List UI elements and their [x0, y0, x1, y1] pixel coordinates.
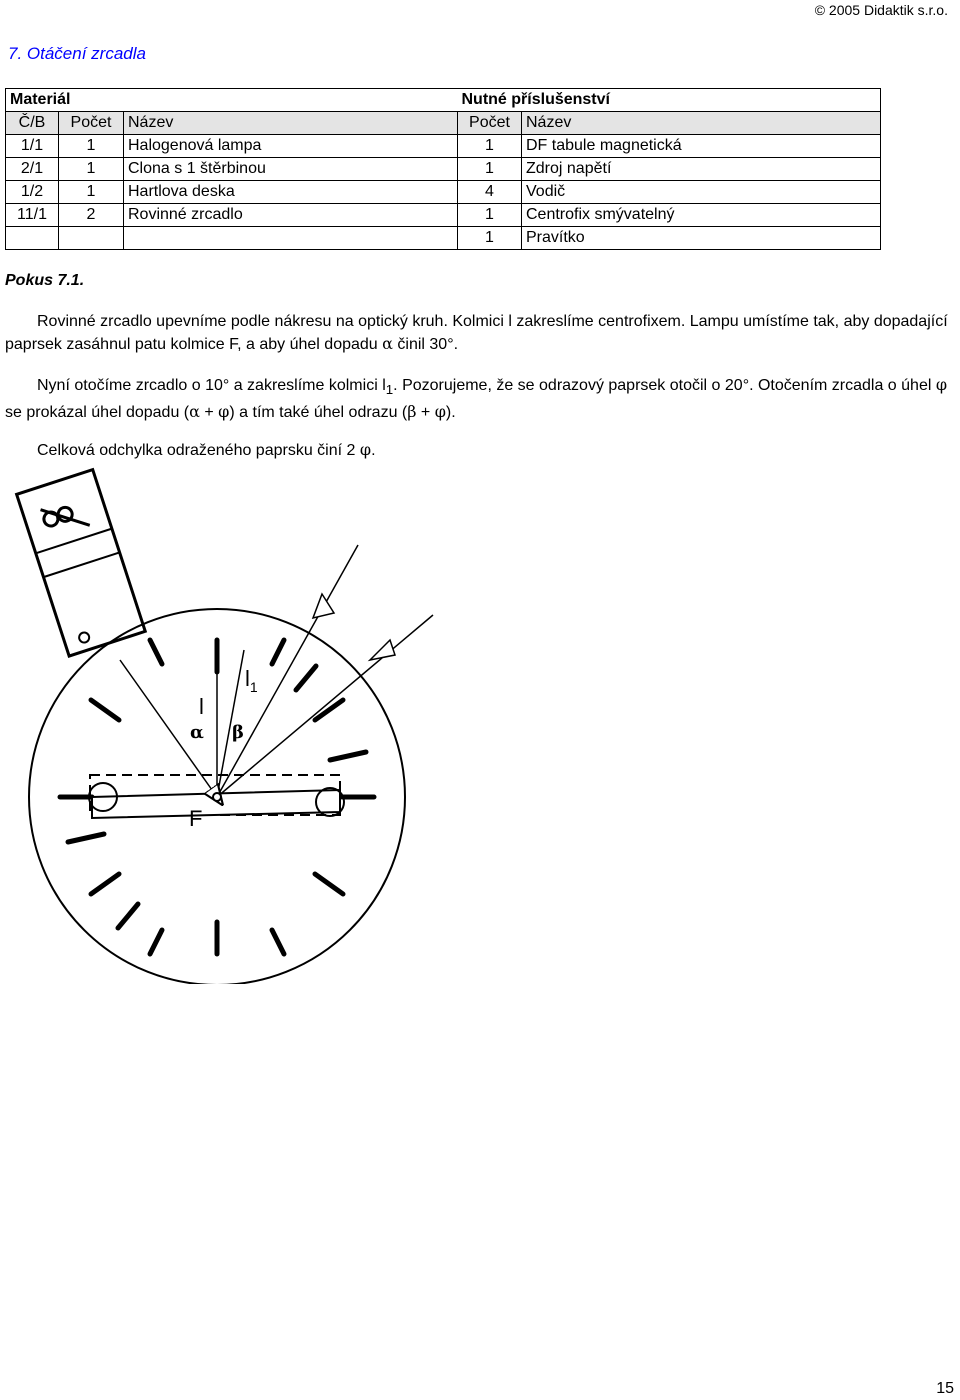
cell-cb [6, 227, 59, 250]
label-F: F [189, 806, 203, 831]
col-header-name-2: Název [522, 112, 881, 135]
alpha-symbol: α [382, 334, 393, 353]
halogen-lamp-icon [17, 470, 146, 656]
cell-count-2: 4 [458, 181, 522, 204]
table-group-header-row [6, 89, 881, 112]
text-span: ) a tím také úhel odrazu ( [229, 404, 408, 422]
text-span: Nyní otočíme zrcadlo o 10° a zakreslíme kolmici l [37, 377, 386, 394]
rotated-ray-arrow-icon [370, 640, 395, 660]
beta-symbol: β [407, 402, 417, 422]
cell-name: Clona s 1 štěrbinou [124, 158, 458, 181]
cell-cb: 1/2 [6, 181, 59, 204]
text-span: ). [445, 404, 456, 422]
cell-count-2: 1 [458, 204, 522, 227]
cell-name-2: Vodič [522, 181, 881, 204]
cell-count-2: 1 [458, 158, 522, 181]
point-F [213, 793, 221, 801]
cell-cb: 11/1 [6, 204, 59, 227]
cell-name [124, 227, 458, 250]
cell-count-2: 1 [458, 135, 522, 158]
group-accessories-header: Nutné příslušenství [458, 89, 881, 112]
table-row [6, 181, 881, 204]
text-span: činil 30°. [392, 336, 459, 353]
label-l1-sub: 1 [249, 679, 258, 695]
col-header-name: Název [124, 112, 458, 135]
text-span: . Pozorujeme, že se odrazový paprsek otočil o 20°. Otočením zrcadla o úhel [393, 377, 936, 394]
label-l1 [245, 666, 258, 695]
subscript: 1 [385, 382, 394, 398]
cell-name-2: Pravítko [522, 227, 881, 250]
cell-name-2: DF tabule magnetická [522, 135, 881, 158]
paragraph-setup [5, 311, 957, 356]
cell-count-2: 1 [458, 227, 522, 250]
alpha-symbol: α [189, 402, 200, 422]
cell-cb: 1/1 [6, 135, 59, 158]
paragraph-rotation [5, 374, 957, 424]
experiment-title: Pokus 7.1. [5, 272, 85, 289]
col-header-count: Počet [59, 112, 124, 135]
cell-count [59, 227, 124, 250]
cell-count: 1 [59, 181, 124, 204]
table-column-header-row [6, 112, 881, 135]
table-row [6, 158, 881, 181]
text-span: Celková odchylka odraženého paprsku činí 2 [37, 442, 360, 459]
text-span: . [371, 442, 376, 459]
materials-table [5, 88, 881, 250]
cell-name: Halogenová lampa [124, 135, 458, 158]
label-l1-main: l [245, 666, 250, 691]
label-beta: β [232, 722, 244, 743]
cell-count: 2 [59, 204, 124, 227]
text-span: + [199, 404, 219, 422]
cell-name-2: Zdroj napětí [522, 158, 881, 181]
cell-count: 1 [59, 158, 124, 181]
text-span: + [416, 404, 435, 422]
copyright-notice: © 2005 Didaktik s.r.o. [814, 2, 948, 18]
table-row [6, 227, 881, 250]
phi-symbol: φ [218, 402, 230, 422]
phi-symbol: φ [359, 440, 372, 459]
label-l: l [199, 694, 204, 719]
cell-name: Hartlova deska [124, 181, 458, 204]
text-span: Rovinné zrcadlo upevníme podle nákresu na optický kruh. Kolmici l zakreslíme centrofixem. Lampu umístíme tak, aby dopadající paprsek zasáhnul patu kolmice F, a aby úhel dopadu [5, 313, 948, 353]
page-number: 15 [936, 1380, 954, 1397]
col-header-cb: Č/B [6, 112, 59, 135]
cell-count: 1 [59, 135, 124, 158]
group-material-header: Materiál [6, 89, 458, 112]
cell-cb: 2/1 [6, 158, 59, 181]
col-header-count-2: Počet [458, 112, 522, 135]
cell-name-2: Centrofix smývatelný [522, 204, 881, 227]
text-span: se prokázal úhel dopadu ( [5, 404, 190, 422]
phi-symbol: φ [935, 375, 948, 394]
cell-name: Rovinné zrcadlo [124, 204, 458, 227]
phi-symbol: φ [434, 402, 446, 422]
table-row [6, 204, 881, 227]
section-title: 7. Otáčení zrcadla [8, 44, 146, 63]
optical-circle-figure [0, 464, 960, 984]
table-row [6, 135, 881, 158]
reflected-ray-arrow-icon [313, 594, 334, 618]
label-alpha: α [190, 722, 204, 743]
paragraph-conclusion [5, 439, 957, 462]
